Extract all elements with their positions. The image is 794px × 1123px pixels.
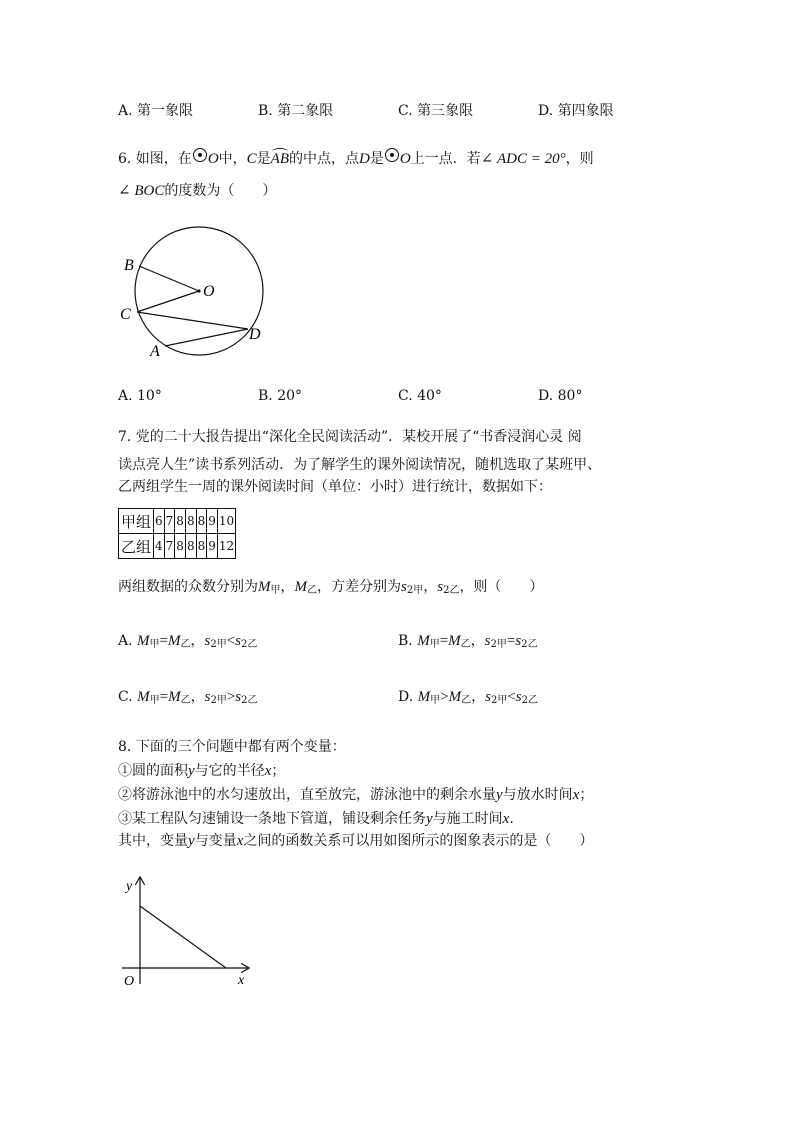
q7-s: s xyxy=(204,689,211,705)
q6-option-b: B. 20° xyxy=(258,388,303,404)
q7-sq: 2 xyxy=(521,639,528,650)
q7-s: s xyxy=(204,633,211,649)
q7-sub-jia: 甲 xyxy=(497,695,508,706)
q8-text: 其中，变量 xyxy=(118,833,188,849)
q7-s: s xyxy=(515,633,522,649)
option-letter: D. xyxy=(398,689,414,705)
q6-text: ，则 xyxy=(565,151,594,167)
q7-text: ，则（ ） xyxy=(459,579,544,595)
q7-sub-yi: 乙 xyxy=(247,695,258,706)
table-cell: 8 xyxy=(175,509,186,534)
q7-option-d xyxy=(398,686,538,706)
table-cell: 8 xyxy=(185,534,196,559)
q7-s: s xyxy=(235,689,242,705)
q7-comma: ， xyxy=(190,689,205,705)
row-label: 乙组 xyxy=(119,534,154,559)
q7-sub-yi: 乙 xyxy=(461,695,472,706)
q8-stem-line1: 8. 下面的三个问题中都有两个变量： xyxy=(118,739,346,755)
q8-var-y: y xyxy=(188,763,195,779)
table-cell: 8 xyxy=(175,534,186,559)
q8-stem-line5 xyxy=(118,830,593,850)
q7-sq: 2 xyxy=(406,585,414,596)
q7-data-table xyxy=(118,508,236,559)
q7-sub-yi: 乙 xyxy=(449,585,460,596)
q7-sub-jia: 甲 xyxy=(149,639,160,650)
q7-comma: ， xyxy=(423,579,438,595)
q8-var-x: x xyxy=(264,763,272,779)
q6-point-c: C xyxy=(246,151,257,167)
q7-sub-yi: 乙 xyxy=(180,695,191,706)
q7-variance-s: s xyxy=(437,579,444,595)
q7-m: M xyxy=(417,633,430,649)
q7-sq: 2 xyxy=(241,639,248,650)
q7-gt: > xyxy=(226,689,236,705)
q6-stem-line1 xyxy=(118,148,594,168)
q7-eq: = xyxy=(439,633,449,649)
q6-text: 是 xyxy=(369,151,384,167)
q7-sq: 2 xyxy=(490,695,498,706)
label-a: A xyxy=(150,343,160,360)
q7-lt: < xyxy=(507,689,516,705)
q7-comma: ， xyxy=(190,633,205,649)
table-cell: 6 xyxy=(154,509,165,534)
q7-option-a xyxy=(118,630,257,650)
q6-option-c: C. 40° xyxy=(398,388,442,404)
q6-arc-ab: AB xyxy=(270,151,289,167)
q7-sub-yi: 乙 xyxy=(527,639,538,650)
q7-sq: 2 xyxy=(521,695,529,706)
q7-m: M xyxy=(448,633,461,649)
q6-text: 上一点．若 xyxy=(410,151,481,167)
q7-s: s xyxy=(484,633,491,649)
table-cell: 8 xyxy=(196,509,207,534)
q7-mode-m: M xyxy=(258,579,271,595)
option-letter: C. xyxy=(118,689,133,705)
q7-text: ，方差分别为 xyxy=(317,579,401,595)
q6-angle-adc: ∠ ADC = 20° xyxy=(480,151,566,167)
q7-sub-jia: 甲 xyxy=(149,695,160,706)
q8-var-x: x xyxy=(502,811,510,827)
label-d: D xyxy=(249,326,261,343)
table-cell: 7 xyxy=(164,534,175,559)
q7-gt: > xyxy=(440,689,449,705)
table-cell: 4 xyxy=(154,534,165,559)
segment-oc xyxy=(137,291,199,312)
q5-option-a: A. 第一象限 xyxy=(118,103,194,119)
table-cell: 8 xyxy=(196,534,207,559)
table-cell: 12 xyxy=(217,534,235,559)
q7-eq: = xyxy=(159,633,168,649)
q7-variance-s: s xyxy=(401,579,407,595)
q7-sub-yi: 乙 xyxy=(247,639,258,650)
table-cell: 8 xyxy=(185,509,196,534)
table-cell: 9 xyxy=(207,534,218,559)
table-cell: 9 xyxy=(207,509,218,534)
q7-sub-jia: 甲 xyxy=(429,639,440,650)
label-o: O xyxy=(203,283,215,300)
q7-comma: ， xyxy=(471,689,486,705)
q6-circle-figure xyxy=(112,222,272,364)
graph-label-x: x xyxy=(238,973,245,988)
q7-m: M xyxy=(448,689,462,705)
q7-sq: 2 xyxy=(490,639,497,650)
graph-label-o: O xyxy=(124,974,135,989)
q6-option-a: A. 10° xyxy=(118,388,162,404)
q7-sub-jia: 甲 xyxy=(430,695,441,706)
q8-item-3 xyxy=(118,808,514,828)
q8-item-1 xyxy=(118,760,285,780)
q7-sq: 2 xyxy=(241,695,248,706)
row-label: 甲组 xyxy=(119,509,154,534)
q6-option-d: D. 80° xyxy=(538,388,583,404)
q7-stem-line3: 乙两组学生一周的课外阅读时间（单位：小时）进行统计，数据如下： xyxy=(118,479,552,495)
q7-option-b xyxy=(398,630,538,650)
q6-text: 的中点，点 xyxy=(289,151,359,167)
q8-graph-figure xyxy=(116,872,258,994)
q7-sub-jia: 甲 xyxy=(270,585,281,596)
table-row xyxy=(119,534,236,559)
circle-dot-icon xyxy=(193,148,207,162)
table-cell: 10 xyxy=(217,509,235,534)
q7-stem-line2: 读点亮人生”读书系列活动．为了解学生的课外阅读情况，随机选取了某班甲、 xyxy=(118,457,602,473)
q7-text: 两组数据的众数分别为 xyxy=(118,579,258,595)
q5-option-d: D. 第四象限 xyxy=(538,103,614,119)
segment-ob xyxy=(139,266,199,291)
label-b: B xyxy=(124,257,134,274)
q7-sq: 2 xyxy=(443,585,450,596)
q8-text: ； xyxy=(579,787,594,803)
q7-sub-yi: 乙 xyxy=(180,639,191,650)
q7-m: M xyxy=(417,689,431,705)
q6-text: 是 xyxy=(256,151,271,167)
q7-stem-line1: 7. 党的二十大报告提出“深化全民阅读活动”．某校开展了“书香浸润心灵 阅 xyxy=(118,429,582,445)
q8-text: 之间的函数关系可以用如图所示的图象表示的是（ ） xyxy=(243,833,594,849)
q8-text: ③某工程队匀速铺设一条地下管道，铺设剩余任务 xyxy=(118,811,426,827)
segment-cd xyxy=(137,312,248,329)
q7-sub-yi: 乙 xyxy=(528,695,539,706)
q7-m: M xyxy=(137,633,150,649)
q7-sub-jia: 甲 xyxy=(413,585,424,596)
table-cell: 7 xyxy=(164,509,175,534)
q7-m: M xyxy=(168,689,181,705)
q7-stem-line4 xyxy=(118,576,543,596)
q7-mode-m: M xyxy=(294,579,307,595)
q8-text: ； xyxy=(271,763,286,779)
q8-text: ②将游泳池中的水匀速放出，直至放完，游泳池中的剩余水量 xyxy=(118,787,496,803)
q7-sub-jia: 甲 xyxy=(496,639,507,650)
q7-sub-yi: 乙 xyxy=(460,639,471,650)
q7-s: s xyxy=(235,633,242,649)
q7-m: M xyxy=(137,689,150,705)
q5-option-b: B. 第二象限 xyxy=(258,103,334,119)
q7-eq: = xyxy=(159,689,169,705)
q7-lt: < xyxy=(226,633,236,649)
q8-text: 与变量 xyxy=(194,833,237,849)
q7-sq: 2 xyxy=(210,695,217,706)
q6-angle-boc: ∠ BOC xyxy=(118,183,165,199)
option-letter: A. xyxy=(118,633,133,649)
graph-label-y: y xyxy=(126,879,133,894)
q7-s: s xyxy=(485,689,491,705)
q8-var-x: x xyxy=(236,833,244,849)
q7-comma: ， xyxy=(280,579,295,595)
q8-item-2 xyxy=(118,784,593,804)
q8-text: ①圆的面积 xyxy=(118,763,188,779)
q7-m: M xyxy=(167,633,181,649)
q7-sub-jia: 甲 xyxy=(216,695,227,706)
q7-s: s xyxy=(515,689,522,705)
option-letter: B. xyxy=(398,633,413,649)
q8-var-y: y xyxy=(496,787,503,803)
q6-text: 的度数为（ ） xyxy=(164,183,277,199)
q8-text: 与它的半径 xyxy=(194,763,265,779)
q6-text: 6. 如图，在 xyxy=(118,151,192,167)
q7-option-c xyxy=(118,686,258,706)
q6-circle-o: O xyxy=(399,151,411,167)
q8-var-x: x xyxy=(572,787,580,803)
q6-text: 中， xyxy=(218,151,247,167)
q7-sub-yi: 乙 xyxy=(307,585,317,596)
q7-eq: = xyxy=(506,633,516,649)
q6-circle-o: O xyxy=(207,151,219,167)
q7-sq: 2 xyxy=(210,639,217,650)
q6-stem-line2 xyxy=(118,180,276,200)
q5-option-c: C. 第三象限 xyxy=(398,103,474,119)
point-o-dot xyxy=(197,289,200,292)
q8-var-y: y xyxy=(426,811,433,827)
circle-dot-icon xyxy=(385,148,399,162)
graph-line xyxy=(140,906,226,968)
label-c: C xyxy=(120,306,131,323)
q6-point-d: D xyxy=(359,151,370,167)
q7-comma: ， xyxy=(470,633,485,649)
q7-sub-jia: 甲 xyxy=(216,639,227,650)
q8-var-y: y xyxy=(188,833,195,849)
q8-text: 与放水时间 xyxy=(502,787,573,803)
q8-text: . xyxy=(509,811,514,827)
q8-text: 与施工时间 xyxy=(432,811,503,827)
table-row xyxy=(119,509,236,534)
